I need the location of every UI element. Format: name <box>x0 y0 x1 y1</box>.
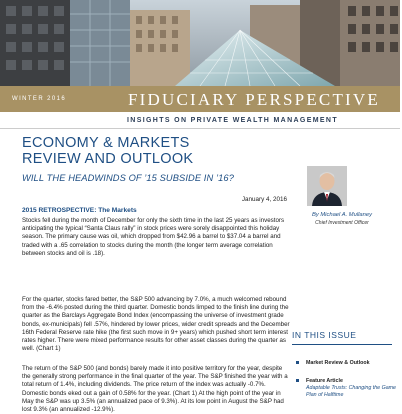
in-this-issue-heading: IN THIS ISSUE <box>292 330 357 340</box>
bullet-icon <box>296 361 299 364</box>
issue-season: WINTER 2016 <box>12 96 67 102</box>
issue-item-label: Market Review & Outlook <box>306 360 370 366</box>
article-headline <box>22 135 292 167</box>
article-paragraph: For the quarter, stocks fared better, the S&P 500 advancing by 7.0%, a much welcomed rebound from the -6.4% posted during the third quarter. Domestic bonds limped to the finish line during the quarter as the Barclays Aggregate Bond Index (encompassing the universe of investment grade bonds, ex-municipals) fell .57%, hindered by lower prices, wider credit spreads and the December 16th Federal Reserve rate hike (the first such move in 9+ years) which pushed short term interest rates higher. There were mixed performance results for other asset classes during the quarter as well. (Chart 1) <box>22 296 290 353</box>
article-paragraph: The return of the S&P 500 (and bonds) barely made it into positive territory for the year, despite the generally strong performance in the final quarter of the year. The S&P finished the year with a total return of 1.4%, including dividends. The price return of the index was actually -0.7%. Domestic bonds eked out a gain of 0.58% for the year. (Chart 1) At the high point of the year in May the S&P was up 3.5% (an annualized pace of 9.3%). At its low point in August the S&P had lost 9.3% (an annualized -12.9%). <box>22 365 288 414</box>
bullet-icon <box>296 379 299 382</box>
header-photo <box>0 0 400 86</box>
headline-line-1: ECONOMY & MARKETS <box>22 135 190 151</box>
author-byline: By Michael A. Mullaney <box>311 212 373 218</box>
divider <box>292 344 392 345</box>
author-portrait <box>307 166 347 206</box>
issue-item-subtitle: Adaptable Trusts: Changing the Game Plan of Halftime <box>306 385 397 398</box>
section-heading: 2015 RETROSPECTIVE: The Markets <box>22 207 137 214</box>
tagline-bar <box>0 112 400 129</box>
publication-tagline: INSIGHTS ON PRIVATE WEALTH MANAGEMENT <box>127 117 338 124</box>
author-role: Chief Investment Officer <box>315 220 369 226</box>
article-date: January 4, 2016 <box>241 196 287 203</box>
masthead-bar <box>0 86 400 112</box>
publication-title: FIDUCIARY PERSPECTIVE <box>128 90 380 109</box>
issue-item-label: Feature Article <box>306 378 343 384</box>
headline-line-2: REVIEW AND OUTLOOK <box>22 151 194 167</box>
article-subhead: WILL THE HEADWINDS OF ’15 SUBSIDE IN ’16? <box>22 173 234 183</box>
article-paragraph: Stocks fell during the month of December for only the sixth time in the last 25 years as investors anticipating the typical “Santa Claus rally” in stock prices were sorely disappointed this holiday season. The primary cause was oil, which dropped from $42.96 a barrel to $37.04 a barrel and traded with a .65 correlation to stocks during the month (the longer term average correlation between stocks and oil is .18). <box>22 217 285 257</box>
